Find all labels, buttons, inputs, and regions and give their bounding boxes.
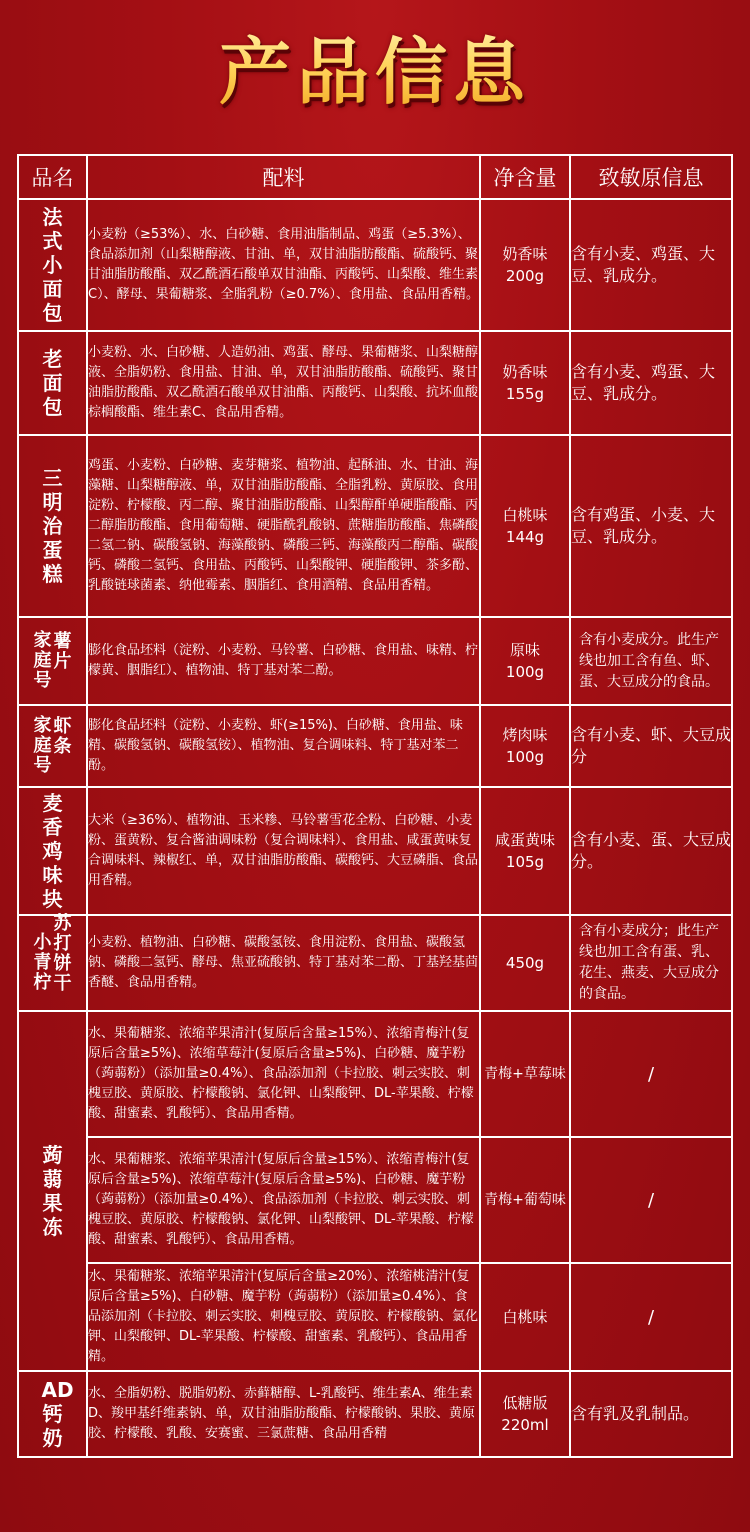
table-row	[18, 705, 732, 787]
allergen-cell: 含有小麦成分。此生产线也加工含有鱼、虾、蛋、大豆成分的食品。	[570, 617, 732, 705]
table-row	[18, 1137, 732, 1263]
ingredients-cell: 水、果葡糖浆、浓缩苹果清汁(复原后含量≥20%）、浓缩桃清汁(复原后含量≥5%)、白砂糖、魔芋粉（蒟蒻粉）（添加量≥0.4%）、食品添加剂（卡拉胶、刺云实胶、刺槐豆胶、黄原胶、柠檬酸钠、氯化钾、山梨酸钾、DL-苹果酸、柠檬酸、甜蜜素、乳酸钙）、食品用香精。	[87, 1263, 480, 1371]
net-content-cell: 低糖版 220ml	[480, 1371, 570, 1457]
product-name: 家庭号 虾条	[18, 705, 87, 787]
table-header-row	[18, 155, 732, 199]
net-content-cell: 烤肉味 100g	[480, 705, 570, 787]
ingredients-cell: 膨化食品坯料（淀粉、小麦粉、马铃薯、白砂糖、食用盐、味精、柠檬黄、胭脂红）、植物油、特丁基对苯二酚。	[87, 617, 480, 705]
table-row	[18, 435, 732, 617]
product-name: AD钙奶	[18, 1371, 87, 1457]
allergen-cell: 含有小麦、蛋、大豆成分。	[570, 787, 732, 915]
product-name: 麦香鸡味块	[18, 787, 87, 915]
ingredients-cell: 水、全脂奶粉、脱脂奶粉、赤藓糖醇、L-乳酸钙、维生素A、维生素D、羧甲基纤维素钠、单，双甘油脂肪酸酯、柠檬酸钠、果胶、黄原胶、柠檬酸、乳酸、安赛蜜、三氯蔗糖、食品用香精	[87, 1371, 480, 1457]
product-name: 法式小面包	[18, 199, 87, 331]
table-row	[18, 199, 732, 331]
allergen-cell: /	[570, 1263, 732, 1371]
table-row	[18, 1371, 732, 1457]
ingredients-cell: 小麦粉、水、白砂糖、人造奶油、鸡蛋、酵母、果葡糖浆、山梨糖醇液、全脂奶粉、食用盐、甘油、单，双甘油脂肪酸酯、硫酸钙、聚甘油脂肪酸酯、双乙酰酒石酸单双甘油酯、丙酸钙、山梨酸、抗坏血酸棕榈酸酯、维生素C、食品用香精。	[87, 331, 480, 435]
allergen-cell: 含有鸡蛋、小麦、大豆、乳成分。	[570, 435, 732, 617]
product-name: 小青柠 苏打饼干	[18, 915, 87, 1011]
allergen-cell: 含有小麦、虾、大豆成分	[570, 705, 732, 787]
net-content-cell: 奶香味 200g	[480, 199, 570, 331]
product-name: 三明治蛋糕	[18, 435, 87, 617]
allergen-cell: /	[570, 1011, 732, 1137]
table-row	[18, 787, 732, 915]
allergen-cell: 含有小麦成分；此生产线也加工含有蛋、乳、花生、燕麦、大豆成分的食品。	[570, 915, 732, 1011]
allergen-cell: 含有乳及乳制品。	[570, 1371, 732, 1457]
ingredients-cell: 小麦粉（≥53%）、水、白砂糖、食用油脂制品、鸡蛋（≥5.3%）、食品添加剂（山梨糖醇液、甘油、单，双甘油脂肪酸酯、硫酸钙、聚甘油脂肪酸酯、双乙酰酒石酸单双甘油酯、丙酸钙、山梨酸、维生素C）、酵母、果葡糖浆、全脂乳粉（≥0.7%）、食用盐、食品用香精。	[87, 199, 480, 331]
net-content-cell: 奶香味 155g	[480, 331, 570, 435]
page-title: 产品信息	[0, 22, 750, 122]
product-name: 家庭号 薯片	[18, 617, 87, 705]
product-name: 老面包	[18, 331, 87, 435]
net-content-cell: 青梅+草莓味	[480, 1011, 570, 1137]
ingredients-cell: 小麦粉、植物油、白砂糖、碳酸氢铵、食用淀粉、食用盐、碳酸氢钠、磷酸二氢钙、酵母、焦亚硫酸钠、特丁基对苯二酚、丁基羟基茴香醚、食品用香精。	[87, 915, 480, 1011]
ingredients-cell: 水、果葡糖浆、浓缩苹果清汁(复原后含量≥15%）、浓缩青梅汁(复原后含量≥5%)、浓缩草莓汁(复原后含量≥5%)、白砂糖、魔芋粉（蒟蒻粉）（添加量≥0.4%）、食品添加剂（卡拉胶、刺云实胶、刺槐豆胶、黄原胶、柠檬酸钠、氯化钾、山梨酸钾、DL-苹果酸、柠檬酸、甜蜜素、乳酸钙）、食品用香精。	[87, 1137, 480, 1263]
table-row	[18, 1263, 732, 1371]
net-content-cell: 白桃味	[480, 1263, 570, 1371]
net-content-cell: 原味 100g	[480, 617, 570, 705]
ingredients-cell: 大米（≥36%）、植物油、玉米糁、马铃薯雪花全粉、白砂糖、小麦粉、蛋黄粉、复合酱油调味粉（复合调味料）、食用盐、咸蛋黄味复合调味料、辣椒红、单，双甘油脂肪酸酯、碳酸钙、大豆磷脂、食品用香精。	[87, 787, 480, 915]
header-allergen: 致敏原信息	[570, 155, 732, 199]
table-row	[18, 331, 732, 435]
table-row	[18, 617, 732, 705]
header-net-content: 净含量	[480, 155, 570, 199]
ingredients-cell: 膨化食品坯料（淀粉、小麦粉、虾(≥15%)、白砂糖、食用盐、味精、碳酸氢钠、碳酸氢铵）、植物油、复合调味料、特丁基对苯二酚。	[87, 705, 480, 787]
ingredients-cell: 水、果葡糖浆、浓缩苹果清汁(复原后含量≥15%）、浓缩青梅汁(复原后含量≥5%)、浓缩草莓汁(复原后含量≥5%)、白砂糖、魔芋粉（蒟蒻粉）（添加量≥0.4%）、食品添加剂（卡拉胶、刺云实胶、刺槐豆胶、黄原胶、柠檬酸钠、氯化钾、山梨酸钾、DL-苹果酸、柠檬酸、甜蜜素、乳酸钙）、食品用香精。	[87, 1011, 480, 1137]
allergen-cell: 含有小麦、鸡蛋、大豆、乳成分。	[570, 199, 732, 331]
table-row	[18, 1011, 732, 1137]
net-content-cell: 450g	[480, 915, 570, 1011]
product-name: 蒟蒻果冻	[18, 1011, 87, 1371]
allergen-cell: 含有小麦、鸡蛋、大豆、乳成分。	[570, 331, 732, 435]
product-info-table	[17, 154, 733, 1458]
net-content-cell: 白桃味 144g	[480, 435, 570, 617]
ingredients-cell: 鸡蛋、小麦粉、白砂糖、麦芽糖浆、植物油、起酥油、水、甘油、海藻糖、山梨糖醇液、单，双甘油脂肪酸酯、全脂乳粉、黄原胶、食用淀粉、柠檬酸、丙二醇、聚甘油脂肪酸酯、山梨醇酐单硬脂酸酯、丙二醇脂肪酸酯、食用葡萄糖、硬脂酰乳酸钠、蔗糖脂肪酸酯、焦磷酸二氢二钠、碳酸氢钠、海藻酸钠、磷酸三钙、海藻酸丙二醇酯、碳酸钙、磷酸二氢钙、食用盐、丙酸钙、山梨酸钾、硬脂酸钾、茶多酚、乳酸链球菌素、纳他霉素、胭脂红、食用酒精、食品用香精。	[87, 435, 480, 617]
table-row	[18, 915, 732, 1011]
net-content-cell: 青梅+葡萄味	[480, 1137, 570, 1263]
allergen-cell: /	[570, 1137, 732, 1263]
header-ingredients: 配料	[87, 155, 480, 199]
net-content-cell: 咸蛋黄味 105g	[480, 787, 570, 915]
header-name: 品名	[18, 155, 87, 199]
